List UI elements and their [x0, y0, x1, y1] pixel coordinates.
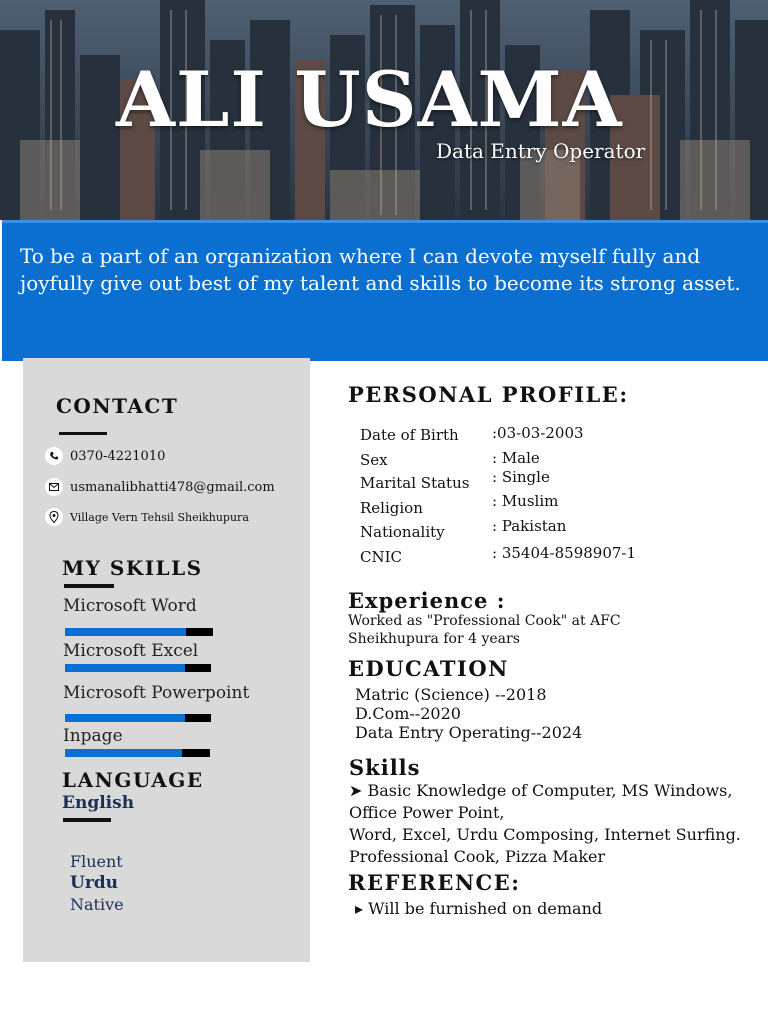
job-title: Data Entry Operator: [436, 139, 646, 163]
profile-value: : Single: [492, 468, 550, 486]
contact-address: Village Vern Tehsil Sheikhupura: [45, 508, 249, 526]
skills-line: Professional Cook, Pizza Maker: [349, 847, 606, 866]
profile-label: Religion: [360, 499, 423, 517]
language-rule: [63, 818, 111, 822]
email-icon: [45, 478, 63, 496]
language-heading: LANGUAGE: [62, 768, 204, 792]
profile-label: CNIC: [360, 548, 403, 566]
skill-bar: [65, 664, 211, 672]
profile-value: :03-03-2003: [492, 424, 584, 442]
skill-bar: [65, 749, 210, 757]
skill-bar: [65, 628, 213, 636]
contact-phone: 0370-4221010: [45, 447, 165, 465]
reference-heading: REFERENCE:: [348, 870, 521, 895]
profile-value: : Pakistan: [492, 517, 567, 535]
profile-label: Date of Birth: [360, 426, 459, 444]
profile-value: : Muslim: [492, 492, 559, 510]
contact-rule: [59, 432, 107, 435]
skill-bar: [65, 714, 211, 722]
education-heading: EDUCATION: [348, 656, 509, 681]
language-name: English: [62, 793, 135, 813]
contact-heading: CONTACT: [56, 394, 179, 418]
experience-line: Worked as "Professional Cook" at AFC: [348, 613, 621, 629]
phone-icon: [45, 447, 63, 465]
skills-section-heading: Skills: [349, 755, 421, 780]
reference-text: ▸ Will be furnished on demand: [355, 899, 603, 918]
location-icon: [45, 508, 63, 526]
sidebar: [23, 358, 310, 962]
language-name: Urdu: [70, 873, 119, 893]
skill-label: Microsoft Excel: [63, 641, 199, 661]
profile-label: Nationality: [360, 523, 445, 541]
skills-rule: [64, 584, 114, 588]
profile-label: Sex: [360, 451, 388, 469]
education-line: Data Entry Operating--2024: [355, 723, 583, 742]
objective-band: [2, 220, 768, 361]
profile-label: Marital Status: [360, 474, 470, 492]
education-line: Matric (Science) --2018: [355, 685, 547, 704]
objective-text: To be a part of an organization where I can devote myself fully and joyfully give out best of my talent and skills to become its strong asset.: [20, 244, 741, 295]
skill-label: Microsoft Powerpoint: [63, 683, 250, 703]
experience-line: Sheikhupura for 4 years: [348, 631, 520, 647]
language-level: Native: [70, 895, 124, 914]
skill-label: Inpage: [63, 726, 123, 746]
skills-line: Office Power Point,: [349, 803, 505, 822]
language-level: Fluent: [70, 852, 123, 871]
personal-profile-heading: PERSONAL PROFILE:: [348, 382, 629, 407]
education-line: D.Com--2020: [355, 704, 461, 723]
contact-email[interactable]: usmanalibhatti478@gmail.com: [45, 478, 275, 496]
skill-label: Microsoft Word: [63, 596, 197, 616]
skills-line: ➤ Basic Knowledge of Computer, MS Windows,: [349, 781, 733, 800]
skills-heading: MY SKILLS: [62, 556, 203, 580]
profile-value: : Male: [492, 449, 540, 467]
skills-line: Word, Excel, Urdu Composing, Internet Surfing.: [349, 825, 741, 844]
experience-heading: Experience :: [348, 588, 506, 613]
candidate-name: ALI USAMA: [116, 55, 623, 144]
profile-value: : 35404-8598907-1: [492, 544, 637, 562]
header-banner: [0, 0, 768, 220]
